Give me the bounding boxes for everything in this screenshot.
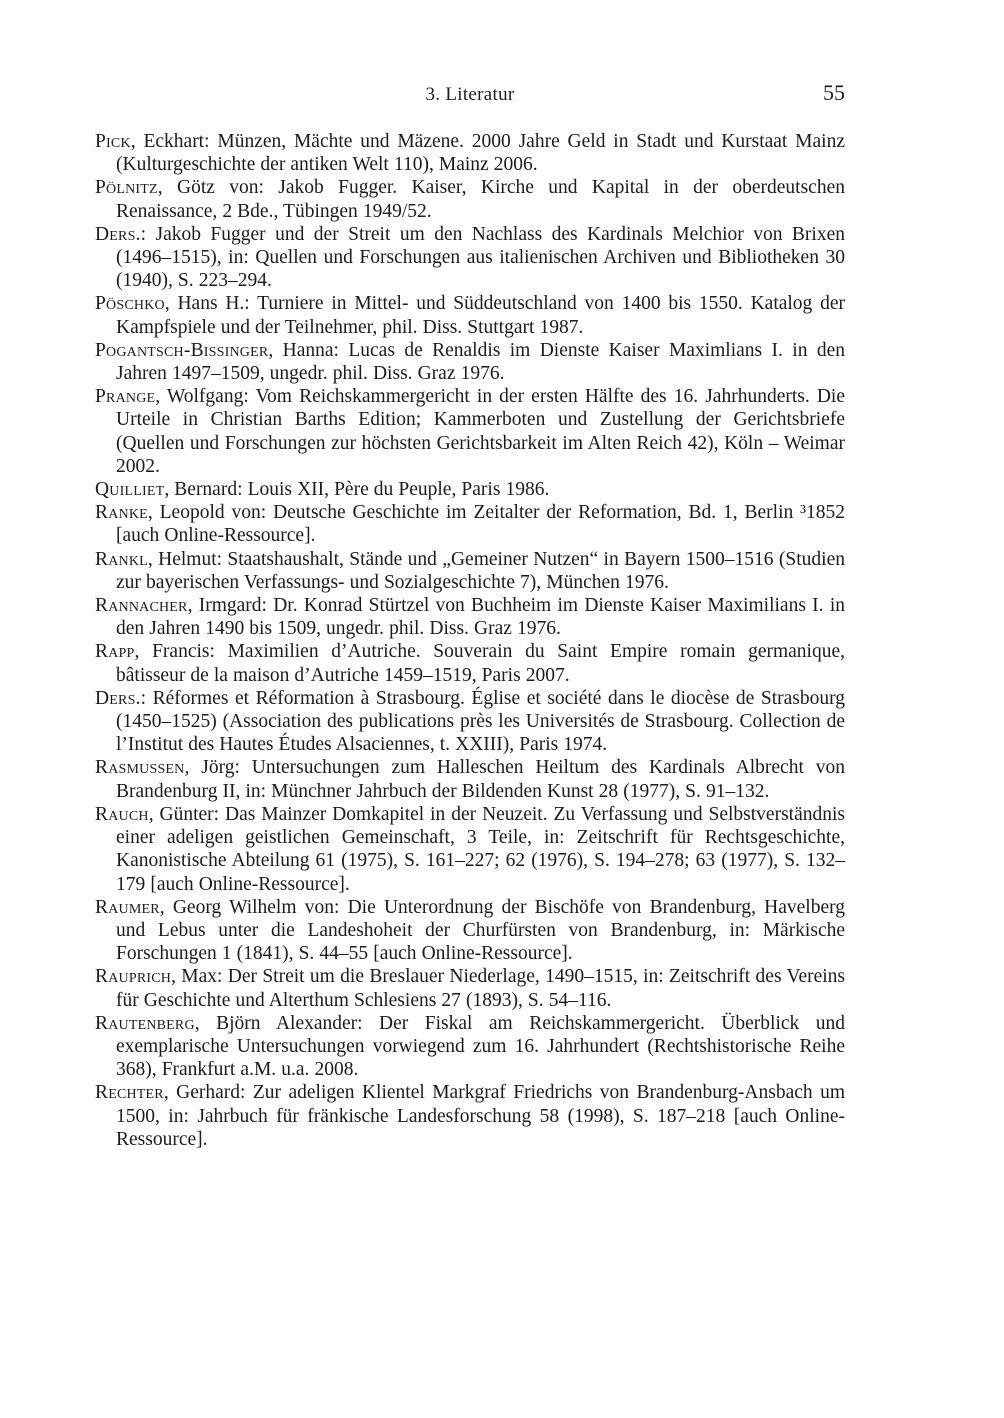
running-head-title: 3. Literatur (425, 84, 515, 105)
entry-author: Rannacher (95, 595, 188, 617)
bibliography-entry (95, 223, 845, 293)
entry-author: Rauch (95, 803, 149, 825)
entry-text: , Günter: Das Mainzer Domkapitel in der Neuzeit. Zu Verfassung und Selbstverständnis einer adeligen geistlichen Gemeinschaft, 3 Teile, in: Zeitschrift für Rechtsgeschichte, Kanonistische Abteilung 61 (1975), S. 161–227; 62 (1976), S. 194–278; 63 (1977), S. 132–179 [auch Online-Ressource]. (116, 803, 845, 895)
bibliography-entry (95, 1081, 845, 1151)
bibliography-entry (95, 548, 845, 594)
entry-author: Rasmussen (95, 757, 185, 779)
page-header (95, 80, 845, 110)
entry-author: Ders. (95, 223, 141, 245)
entry-text: , Max: Der Streit um die Breslauer Niederlage, 1490–1515, in: Zeitschrift des Vereins für Geschichte und Alterthum Schlesiens 27 (1893), S. 54–116. (116, 966, 845, 1011)
entry-text: : Réformes et Réformation à Strasbourg. Église et société dans le diocèse de Strasbourg (1450–1525) (Association des publications près les Universités de Strasbourg. Collection de l’Institut des Hautes Études Alsaciennes, t. XXIII), Paris 1974. (116, 687, 845, 756)
entry-author: Rankl (95, 548, 148, 570)
entry-author: Ranke (95, 502, 148, 524)
entry-author: Ders. (95, 687, 141, 709)
bibliography-entry (95, 176, 845, 222)
entry-author: Raumer (95, 896, 160, 918)
bibliography-entry (95, 130, 845, 176)
entry-text: , Irmgard: Dr. Konrad Stürtzel von Buchheim im Dienste Kaiser Maximilians I. in den Jahren 1490 bis 1509, ungedr. phil. Diss. Graz 1976. (116, 595, 845, 640)
bibliography-entry (95, 756, 845, 802)
entry-author: Rapp (95, 641, 135, 663)
bibliography-entry (95, 687, 845, 757)
entry-text: , Wolfgang: Vom Reichskammergericht in der ersten Hälfte des 16. Jahrhunderts. Die Urteile in Christian Barths Edition; Kammerboten und Zustellung der Gerichtsbriefe (Quellen und Forschungen zur höchsten Gerichtsbarkeit im Alten Reich 42), Köln – Weimar 2002. (116, 386, 845, 477)
entry-author: Quilliet (95, 479, 165, 501)
bibliography-entry (95, 385, 845, 478)
entry-text: , Jörg: Untersuchungen zum Halleschen Heiltum des Kardinals Albrecht von Brandenburg II, in: Münchner Jahrbuch der Bildenden Kunst 28 (1977), S. 91–132. (116, 757, 845, 802)
bibliography-entry (95, 292, 845, 338)
bibliography-list (95, 130, 845, 1151)
bibliography-entry (95, 339, 845, 385)
entry-text: , Francis: Maximilien d’Autriche. Souverain du Saint Empire romain germanique, bâtisseur de la maison d’Autriche 1459–1519, Paris 2007. (116, 641, 845, 686)
entry-author: Pick (95, 131, 131, 152)
entry-text: , Hans H.: Turniere in Mittel- und Süddeutschland von 1400 bis 1550. Katalog der Kampfspiele und der Teilnehmer, phil. Diss. Stuttgart 1987. (116, 293, 845, 338)
bibliography-entry (95, 803, 845, 896)
entry-author: Pölnitz (95, 177, 158, 199)
entry-text: : Jakob Fugger und der Streit um den Nachlass des Kardinals Melchior von Brixen (1496–1515), in: Quellen und Forschungen aus italienischen Archiven und Bibliotheken 30 (1940), S. 223–294. (116, 223, 845, 292)
entry-author: Pogantsch-Bissinger (95, 339, 269, 361)
entry-author: Rautenberg (95, 1012, 195, 1034)
bibliography-entry (95, 965, 845, 1011)
entry-text: , Gerhard: Zur adeligen Klientel Markgraf Friedrichs von Brandenburg-Ansbach um 1500, in: Jahrbuch für fränkische Landesforschung 58 (1998), S. 187–218 [auch Online-Ressource]. (116, 1082, 845, 1150)
bibliography-entry (95, 896, 845, 966)
entry-text: , Helmut: Staatshaushalt, Stände und „Gemeiner Nutzen“ in Bayern 1500–1516 (Studien zur bayerischen Verfassungs- und Sozialgeschichte 7), München 1976. (116, 548, 845, 593)
entry-text: , Björn Alexander: Der Fiskal am Reichskammergericht. Überblick und exemplarische Untersuchungen vorwiegend zum 16. Jahrhundert (Rechtshistorische Reihe 368), Frankfurt a.M. u.a. 2008. (116, 1012, 845, 1081)
bibliography-entry (95, 478, 845, 501)
entry-author: Rechter (95, 1082, 164, 1104)
entry-author: Rauprich (95, 966, 172, 988)
entry-author: Pöschko (95, 293, 165, 315)
entry-text: , Hanna: Lucas de Renaldis im Dienste Kaiser Maximlians I. in den Jahren 1497–1509, ungedr. phil. Diss. Graz 1976. (116, 339, 845, 385)
entry-text: , Eckhart: Münzen, Mächte und Mäzene. 2000 Jahre Geld in Stadt und Kurstaat Mainz (Kulturgeschichte der antiken Welt 110), Mainz 2006. (116, 131, 845, 176)
entry-text: , Götz von: Jakob Fugger. Kaiser, Kirche und Kapital in der oberdeutschen Renaissance, 2 Bde., Tübingen 1949/52. (116, 177, 845, 222)
entry-author: Prange (95, 386, 156, 408)
book-page (95, 80, 845, 1151)
entry-text: , Leopold von: Deutsche Geschichte im Zeitalter der Reformation, Bd. 1, Berlin ³1852 [auch Online-Ressource]. (116, 502, 845, 547)
page-number: 55 (823, 80, 845, 105)
entry-text: , Bernard: Louis XII, Père du Peuple, Paris 1986. (164, 479, 550, 501)
entry-text: , Georg Wilhelm von: Die Unterordnung der Bischöfe von Brandenburg, Havelberg und Lebus unter die Landeshoheit der Churfürsten von Brandenburg, in: Märkische Forschungen 1 (1841), S. 44–55 [auch Online-Ressource]. (116, 896, 845, 965)
bibliography-entry (95, 594, 845, 640)
bibliography-entry (95, 1012, 845, 1082)
bibliography-entry (95, 640, 845, 686)
bibliography-entry (95, 501, 845, 547)
